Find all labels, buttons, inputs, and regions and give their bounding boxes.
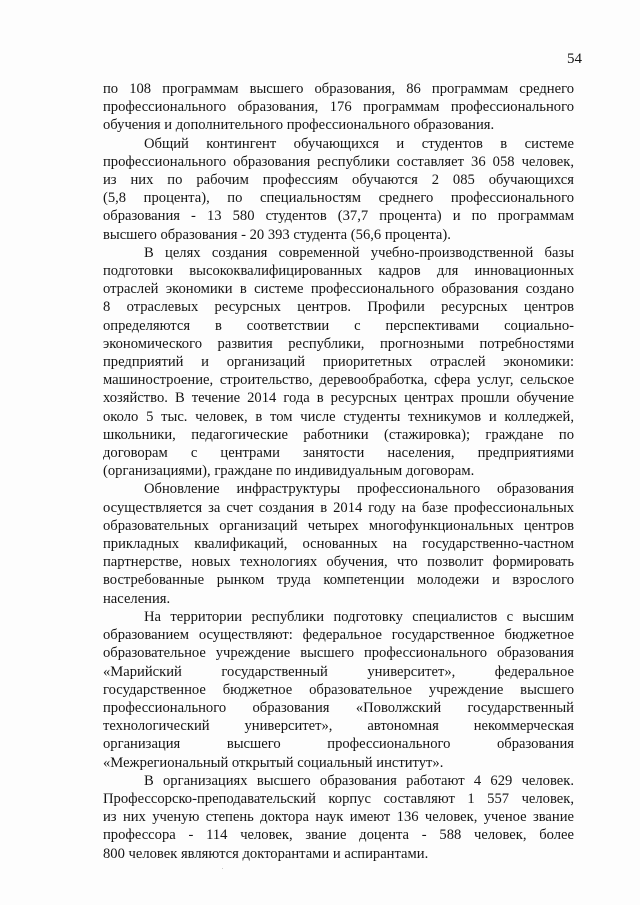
text-line: технологический университет», автономная некоммерческая	[103, 718, 574, 735]
page-number: 54	[567, 51, 582, 67]
text-line: организация высшего профессионального образования	[103, 736, 574, 753]
text-line: востребованные рынком труда компетенции молодежи и взрослого	[103, 572, 574, 589]
paragraph-5	[103, 608, 574, 772]
text-line: экономического развития республики, прогнозными потребностями	[103, 335, 574, 352]
paragraph-6	[103, 772, 574, 863]
text-line: образованием осуществляют: федеральное государственное бюджетное	[103, 627, 574, 644]
text-line: 8 отраслевых ресурсных центров. Профили ресурсных центров	[103, 299, 574, 316]
text-line: профессионального образования, 176 программам профессионального	[103, 99, 574, 116]
text-line: Общий контингент обучающихся и студентов в системе	[144, 135, 574, 152]
text-line: «Марийский государственный университет», федеральное	[103, 663, 574, 680]
text-line: осуществляется за счет создания в 2014 году на базе профессиональных	[103, 499, 574, 516]
text-line: населения.	[103, 590, 171, 607]
text-line: профессионального образования «Поволжский государственный	[103, 699, 574, 716]
text-line: образовательное учреждение высшего профессионального образования	[103, 645, 574, 662]
text-line: профессора - 114 человек, звание доцента - 588 человек, более	[103, 827, 574, 844]
text-line: На территории республики подготовку специалистов с высшим	[144, 608, 574, 625]
paragraph-3	[103, 244, 574, 481]
text-line: В организациях высшего образования работают 4 629 человек.	[144, 772, 574, 789]
text-line: 800 человек являются докторантами и аспирантами.	[103, 845, 429, 862]
text-line: Обновление инфраструктуры профессионального образования	[144, 481, 574, 498]
text-line: образования - 13 580 студентов (37,7 процента) и по программам	[103, 208, 574, 225]
paragraph-2	[103, 135, 574, 244]
text-line: прикладных квалификаций, основанных на государственно-частном	[103, 536, 574, 553]
text-line: хозяйство. В течение 2014 года в ресурсных центрах прошли обучение	[103, 390, 574, 407]
text-line: около 5 тыс. человек, в том числе студенты техникумов и колледжей,	[103, 408, 574, 425]
text-line: договорам с центрами занятости населения, предприятиями	[103, 445, 574, 462]
text-line: профессионального образования республики составляет 36 058 человек,	[103, 153, 574, 170]
body-text	[103, 80, 574, 863]
text-line: предприятий и организаций приоритетных отраслей экономики:	[103, 354, 574, 371]
text-line: Профессорско-преподавательский корпус составляют 1 557 человек,	[103, 790, 574, 807]
text-line: по 108 программам высшего образования, 86 программам среднего	[103, 81, 574, 97]
text-line: образовательных организаций четырех многофункциональных центров	[103, 517, 574, 534]
text-line: машиностроение, строительство, деревообработка, сфера услуг, сельское	[103, 372, 574, 389]
text-line: государственное бюджетное образовательное учреждение высшего	[103, 681, 574, 698]
scan-speck	[222, 868, 223, 869]
text-line: В целях создания современной учебно-производственной базы	[144, 244, 574, 261]
paragraph-4	[103, 480, 574, 607]
text-line: подготовки высококвалифицированных кадров для инновационных	[103, 263, 574, 280]
paragraph-1	[103, 80, 574, 135]
text-line: отраслей экономики в системе профессионального образования создано	[103, 281, 574, 298]
text-line: «Межрегиональный открытый социальный институт».	[103, 754, 444, 771]
text-line: (5,8 процента), по специальностям среднего профессионального	[103, 190, 574, 207]
text-line: из них ученую степень доктора наук имеют 136 человек, ученое звание	[103, 809, 574, 826]
text-line: обучения и дополнительного профессионального образования.	[103, 117, 495, 134]
text-line: школьники, педагогические работники (стажировка); граждане по	[103, 426, 574, 443]
text-line: партнерстве, новых технологиях обучения, что позволит формировать	[103, 554, 574, 571]
text-line: высшего образования - 20 393 студента (56,6 процента).	[103, 226, 451, 243]
text-line: из них по рабочим профессиям обучаются 2 085 обучающихся	[103, 172, 574, 189]
text-line: определяются в соответствии с перспективами социально-	[103, 317, 574, 334]
text-line: (организациями), граждане по индивидуальным договорам.	[103, 463, 475, 480]
